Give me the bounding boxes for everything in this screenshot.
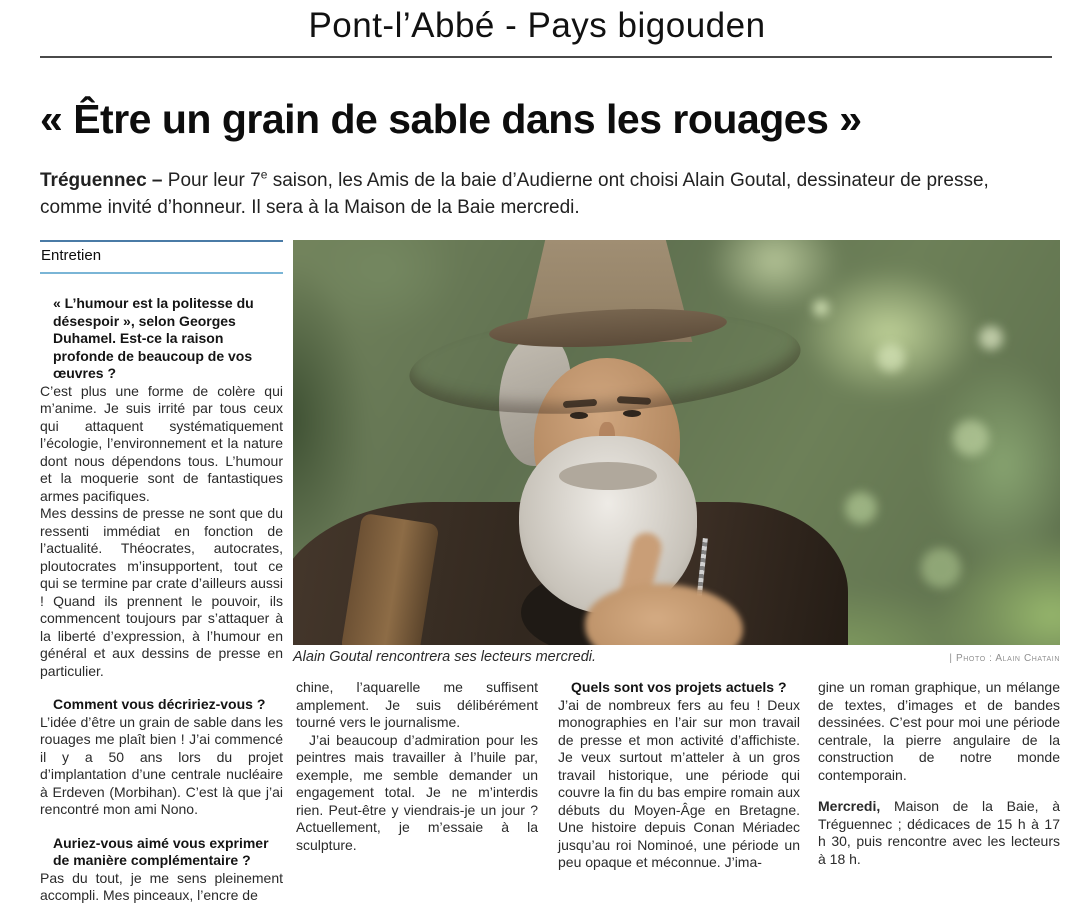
article-lede [40,167,992,221]
interview-answer-4-continued: gine un roman graphique, un mélange de textes, d’images et de bandes dessinées. C’est pour moi une période centrale, la pierre angulaire de la construction de notre monde contemporain. [818,679,1060,783]
interview-question-2: Comment vous décririez-vous ? [53,696,266,712]
article-photo [293,240,1060,645]
interview-question-3: Auriez-vous aimé vous exprimer de manière complémentaire ? [53,834,269,868]
interview-column-2 [296,679,538,854]
photo-right-eye [623,410,641,417]
event-info-day: Mercredi, [818,798,881,814]
interview-answer-3: Pas du tout, je me sens pleinement accompli. Mes pinceaux, l’encre de [40,869,283,903]
event-info-details: Maison de la Baie, à Tréguennec ; dédicaces de 15 h à 17 h 30, puis rencontre avec les lecteurs à 18 h. [818,798,1060,867]
interview-answer-3-paragraph-2: J’ai beaucoup d’admiration pour les peintres mais travailler à l’huile par, exemple, me semble demander un engagement total. Je ne m’interdis rien. Peut-être y viendrais-je un jour ? Actuellement, je m’essaie à la sculpture. [296,731,538,853]
interview-answer-1b: Mes dessins de presse ne sont que du ressenti immédiat en fonction de l’actualité. Théocrates, autocrates, ploutocrates m’insupportent, tout ce qui se termine par crate d’ailleurs aussi ! Quand ils prennent le pouvoir, ils commencent toujours par s’attaquer à la liberté d’expression, à l’humour en général et aux dessins de presse en particulier. [40,505,283,679]
lede-location: Tréguennec – [40,170,168,191]
event-info [818,798,1060,868]
interview-answer-1a: C’est plus une forme de colère qui m’anime. Je suis irrité par tous ceux qui attaquent systématiquement l’écologie, l’environnement et la nature dont nous dépendons tous. L’humour et la moquerie sont de fantastiques armes pacifiques. [40,382,283,504]
lede-text-2: saison, les Amis de la baie d’Audierne ont choisi Alain Goutal, dessinateur de presse, comme invité d’honneur. Il sera à la Maison de la Baie mercredi. [40,170,989,218]
interview-answer-3-continued: chine, l’aquarelle me suffisent amplement. Je suis délibérément tourné vers le journalisme. [296,679,538,730]
interview-column-3 [558,679,800,872]
interview-column-1 [40,240,283,905]
photo-caption-row [293,649,1060,665]
masthead-title: Pont-l’Abbé - Pays bigouden [308,6,766,45]
interview-question-1: « L’humour est la politesse du désespoir », selon Georges Duhamel. Est-ce la raison profonde de beaucoup de vos œuvres ? [53,295,254,381]
article-headline: « Être un grain de sable dans les rouages » [40,96,862,142]
interview-question-4: Quels sont vos projets actuels ? [571,679,787,695]
interview-answer-2: L’idée d’être un grain de sable dans les rouages me plaît bien ! J’ai commencé il y a 50 ans lors du projet d’implantation d’une centrale nucléaire à Erdeven (Morbihan). C’est là que j’ai rencontré mon ami Nono. [40,713,283,817]
photo-mustache [559,462,657,490]
lede-superscript: e [260,167,268,182]
photo-bokeh-lights [813,300,829,316]
photo-caption: Alain Goutal rencontrera ses lecteurs mercredi. [293,649,597,665]
masthead-rule [40,56,1052,58]
section-label: Entretien [40,240,283,274]
interview-column-4 [818,679,1060,868]
photo-credit: | Photo : Alain Chatain [949,653,1060,664]
interview-answer-4: J’ai de nombreux fers au feu ! Deux monographies en l’air sur mon travail de presse et mon activité d’affichiste. Je veux surtout m’atteler à un gros travail historique, une période qui couvre la fin du bas empire romain aux débuts du Moyen-Âge en Bretagne. Une histoire depuis Conan Mériadec jusqu’au roi Nominoé, une période un peu opaque et méconnue. J’ima- [558,696,800,870]
lede-text-1: Pour leur 7 [167,170,261,191]
